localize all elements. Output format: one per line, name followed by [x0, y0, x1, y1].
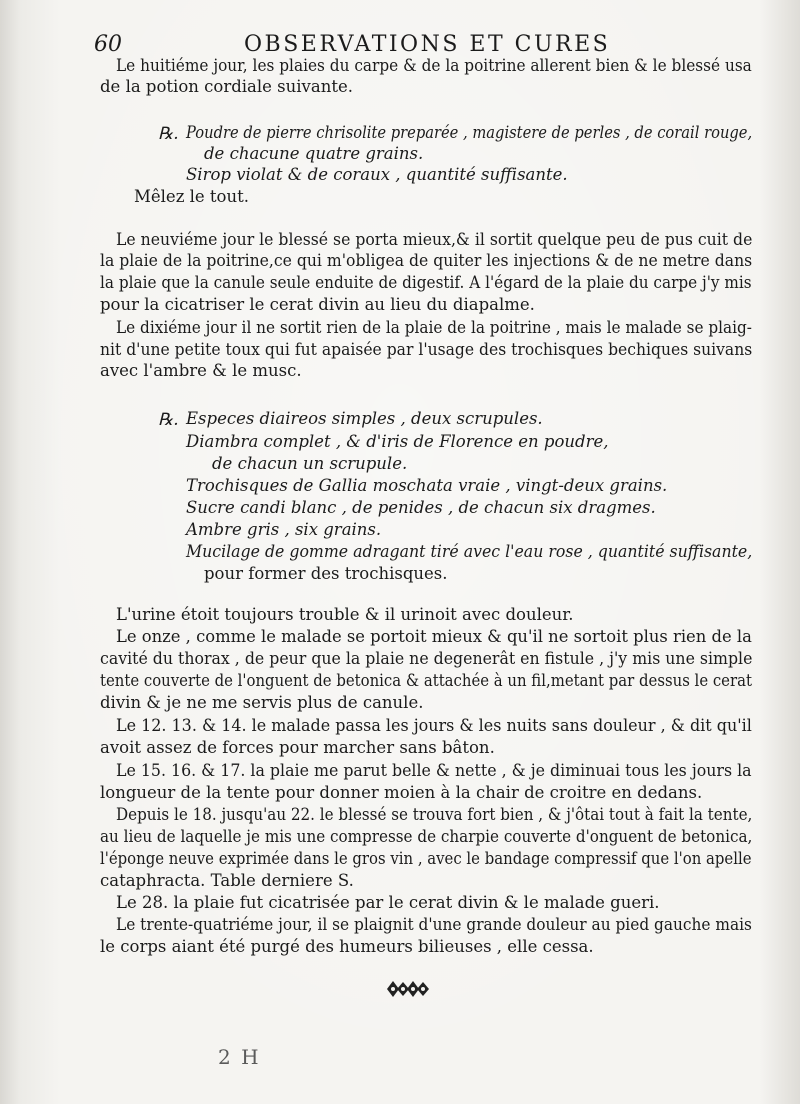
prescription-line: Diambra complet , & d'iris de Florence en poudre, — [186, 432, 609, 451]
prescription-line: de chacun un scrupule. — [212, 454, 408, 473]
prescription-line: Especes diaireos simples , deux scrupules. — [186, 409, 543, 428]
text-line: l'éponge neuve exprimée dans le gros vin , avec le bandage compressif que l'on apelle — [100, 849, 752, 868]
prescription-line: Poudre de pierre chrisolite preparée , magistere de perles , de corail rouge, — [186, 123, 753, 142]
printer-signature: 2 H — [218, 1045, 261, 1069]
prescription-line: Sirop violat & de coraux , quantité suffisante. — [186, 165, 568, 184]
text-line: de la potion cordiale suivante. — [100, 77, 353, 96]
prescription-line: Trochisques de Gallia moschata vraie , vingt-deux grains. — [186, 476, 668, 495]
text-line: Le dixiéme jour il ne sortit rien de la plaie de la poitrine , mais le malade se plaig- — [116, 318, 752, 337]
text-line: tente couverte de l'onguent de betonica & attachée à un fil,metant par dessus le cerat — [100, 671, 752, 690]
prescription-line: Mucilage de gomme adragant tiré avec l'eau rose , quantité suffisante, — [186, 542, 753, 561]
text-line: Le 15. 16. & 17. la plaie me parut belle & nette , & je diminuai tous les jours la — [116, 761, 752, 780]
text-line: Le trente-quatriéme jour, il se plaignit d'une grande douleur au pied gauche mais — [116, 915, 752, 934]
text-line: cataphracta. Table derniere S. — [100, 871, 354, 890]
text-line: Depuis le 18. jusqu'au 22. le blessé se trouva fort bien , & j'ôtai tout à fait la tente, — [116, 805, 753, 824]
text-line: Le 28. la plaie fut cicatrisée par le cerat divin & le malade gueri. — [116, 893, 660, 912]
page-number: 60 — [94, 32, 122, 57]
running-title: OBSERVATIONS ET CURES — [244, 32, 611, 57]
text-line: Le 12. 13. & 14. le malade passa les jours & les nuits sans douleur , & dit qu'il — [116, 716, 752, 735]
text-line: nit d'une petite toux qui fut apaisée par l'usage des trochisques bechiques suivans — [100, 340, 753, 359]
text-line: Le onze , comme le malade se portoit mieux & qu'il ne sortoit plus rien de la — [116, 627, 752, 646]
text-line: Le neuviéme jour le blessé se porta mieux,& il sortit quelque peu de pus cuit de — [116, 230, 753, 249]
prescription-line: de chacune quatre grains. — [204, 144, 424, 163]
text-line: le corps aiant été purgé des humeurs bilieuses , elle cessa. — [100, 937, 594, 956]
text-line: divin & je ne me servis plus de canule. — [100, 693, 424, 712]
text-line: cavité du thorax , de peur que la plaie ne degenerât en fistule , j'y mis une simple — [100, 649, 753, 668]
prescription-line: Sucre candi blanc , de penides , de chacun six dragmes. — [186, 498, 656, 517]
prescription-line: Mêlez le tout. — [134, 187, 249, 206]
text-line: L'urine étoit toujours trouble & il urinoit avec douleur. — [116, 605, 574, 624]
text-line: pour la cicatriser le cerat divin au lieu du diapalme. — [100, 295, 535, 314]
text-line: avoit assez de forces pour marcher sans bâton. — [100, 738, 495, 757]
text-line: longueur de la tente pour donner moien à la chair de croitre en dedans. — [100, 783, 703, 802]
text-line: avec l'ambre & le musc. — [100, 361, 302, 380]
printer-ornament-icon — [385, 978, 433, 1000]
text-line: la plaie de la poitrine,ce qui m'obligea de quiter les injections & de ne metre dans — [100, 251, 753, 270]
recipe-symbol: ℞. — [158, 410, 179, 430]
text-line: la plaie que la canule seule enduite de digestif. A l'égard de la plaie du carpe j'y mis — [100, 273, 752, 292]
recipe-symbol: ℞. — [158, 124, 179, 144]
page-header — [0, 30, 800, 56]
text-line: Le huitiéme jour, les plaies du carpe & de la poitrine allerent bien & le blessé usa — [116, 56, 752, 75]
prescription-line: Ambre gris , six grains. — [186, 520, 382, 539]
text-line: au lieu de laquelle je mis une compresse de charpie couverte d'onguent de betonica, — [100, 827, 753, 846]
prescription-line: pour former des trochisques. — [204, 564, 448, 583]
